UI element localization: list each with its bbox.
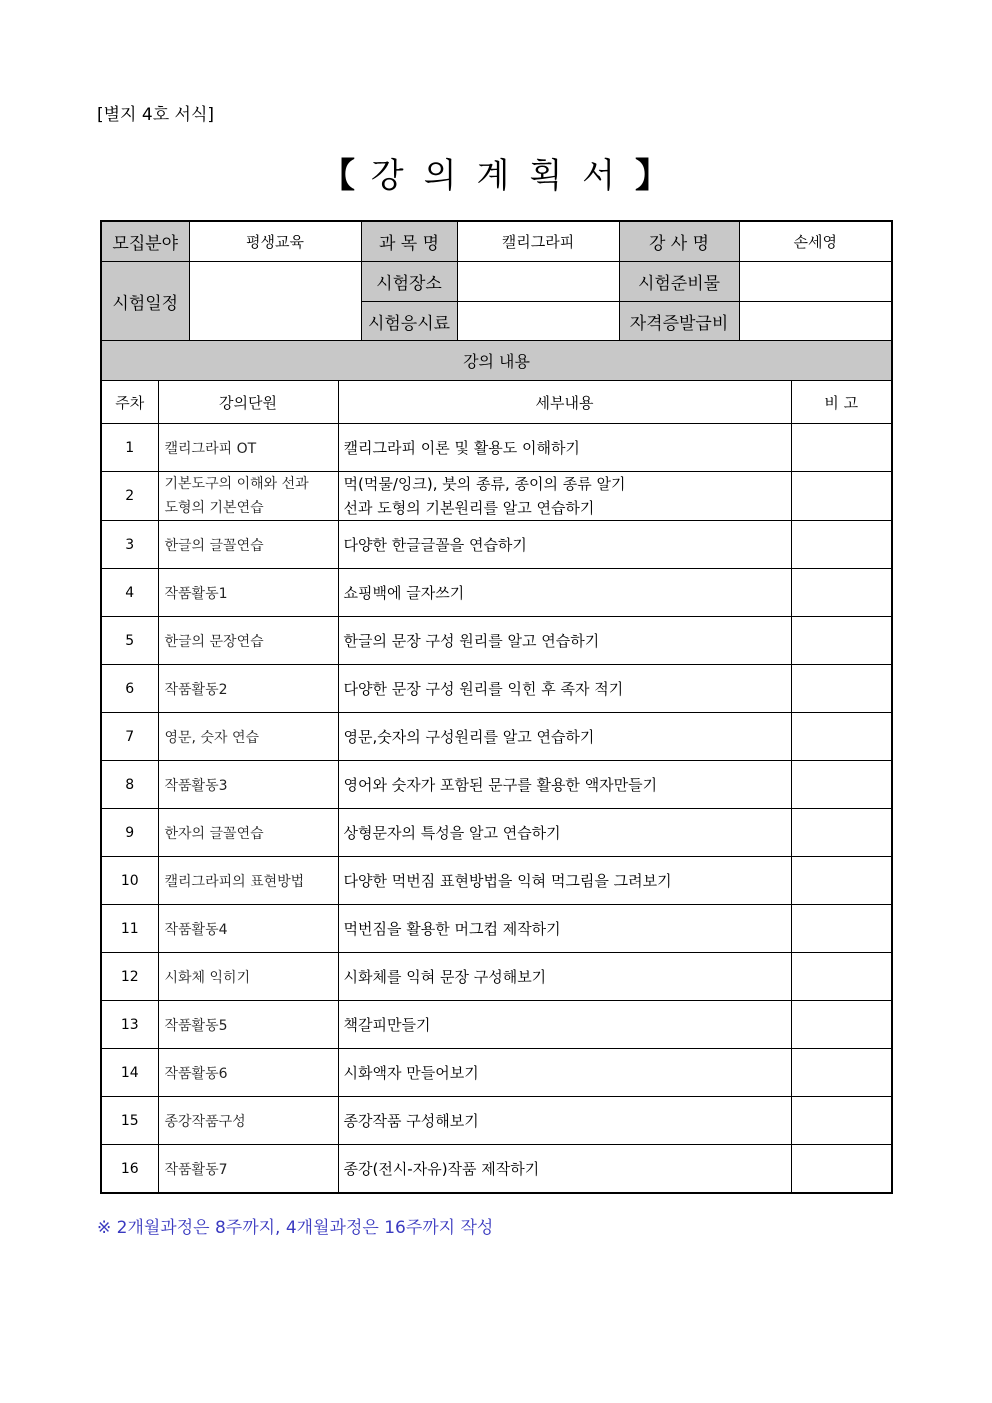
table-row xyxy=(101,1049,892,1097)
week-cell: 5 xyxy=(101,617,158,665)
note-cell[interactable] xyxy=(791,617,892,665)
unit-cell: 작품활동1 xyxy=(158,569,338,617)
week-cell: 11 xyxy=(101,905,158,953)
detail-line: 선과 도형의 기본원리를 알고 연습하기 xyxy=(343,499,595,517)
note-cell[interactable] xyxy=(791,424,892,472)
unit-cell: 한글의 문장연습 xyxy=(158,617,338,665)
unit-line: 기본도구의 이해와 선과 xyxy=(164,476,309,492)
detail-cell: 종강작품 구성해보기 xyxy=(338,1097,791,1145)
week-cell: 6 xyxy=(101,665,158,713)
note-cell[interactable] xyxy=(791,905,892,953)
table-row xyxy=(101,761,892,809)
table-row xyxy=(101,809,892,857)
instructor-label: 강 사 명 xyxy=(619,221,739,262)
week-cell: 2 xyxy=(101,472,158,521)
table-row xyxy=(101,713,892,761)
cert-fee-label: 자격증발급비 xyxy=(619,302,739,343)
table-row xyxy=(101,1001,892,1049)
table-row xyxy=(101,521,892,569)
exam-fee-label: 시험응시료 xyxy=(361,302,457,343)
unit-line: 도형의 기본연습 xyxy=(164,500,264,516)
detail-line: 먹(먹물/잉크), 붓의 종류, 종이의 종류 알기 xyxy=(343,475,626,493)
document-title xyxy=(0,148,992,197)
week-cell: 16 xyxy=(101,1145,158,1194)
unit-cell: 작품활동7 xyxy=(158,1145,338,1194)
unit-cell: 캘리그라피 OT xyxy=(158,424,338,472)
week-cell: 7 xyxy=(101,713,158,761)
course-info-table xyxy=(100,220,893,343)
week-cell: 15 xyxy=(101,1097,158,1145)
lecture-content-heading: 강의 내용 xyxy=(101,341,892,381)
week-cell: 10 xyxy=(101,857,158,905)
exam-supplies-value[interactable] xyxy=(739,262,892,302)
unit-cell xyxy=(158,472,338,521)
lecture-plan-table xyxy=(100,340,893,1194)
detail-cell: 영문,숫자의 구성원리를 알고 연습하기 xyxy=(338,713,791,761)
col-week-header: 주차 xyxy=(101,381,158,424)
note-cell[interactable] xyxy=(791,1049,892,1097)
table-row xyxy=(101,617,892,665)
week-cell: 3 xyxy=(101,521,158,569)
detail-cell: 다양한 한글글꼴을 연습하기 xyxy=(338,521,791,569)
unit-cell: 캘리그라피의 표현방법 xyxy=(158,857,338,905)
detail-cell: 시화체를 익혀 문장 구성해보기 xyxy=(338,953,791,1001)
detail-cell: 시화액자 만들어보기 xyxy=(338,1049,791,1097)
detail-cell: 다양한 먹번짐 표현방법을 익혀 먹그림을 그려보기 xyxy=(338,857,791,905)
table-row xyxy=(101,472,892,521)
unit-cell: 작품활동3 xyxy=(158,761,338,809)
title-bracket-open: 【 xyxy=(320,156,357,196)
unit-cell: 영문, 숫자 연습 xyxy=(158,713,338,761)
exam-place-label: 시험장소 xyxy=(361,262,457,302)
unit-cell: 종강작품구성 xyxy=(158,1097,338,1145)
recruit-label: 모집분야 xyxy=(101,221,189,262)
title-text: 강의계획서 xyxy=(370,156,636,196)
detail-cell: 쇼핑백에 글자쓰기 xyxy=(338,569,791,617)
note-cell[interactable] xyxy=(791,809,892,857)
week-cell: 14 xyxy=(101,1049,158,1097)
detail-cell: 캘리그라피 이론 및 활용도 이해하기 xyxy=(338,424,791,472)
unit-cell: 작품활동4 xyxy=(158,905,338,953)
week-cell: 1 xyxy=(101,424,158,472)
recruit-value: 평생교육 xyxy=(189,221,361,262)
form-number: [별지 4호 서식] xyxy=(97,105,214,125)
unit-cell: 한글의 글꼴연습 xyxy=(158,521,338,569)
table-row xyxy=(101,905,892,953)
detail-cell xyxy=(338,472,791,521)
col-note-header: 비 고 xyxy=(791,381,892,424)
detail-cell: 책갈피만들기 xyxy=(338,1001,791,1049)
note-cell[interactable] xyxy=(791,761,892,809)
week-cell: 12 xyxy=(101,953,158,1001)
week-cell: 8 xyxy=(101,761,158,809)
instructor-value: 손세영 xyxy=(739,221,892,262)
note-cell[interactable] xyxy=(791,521,892,569)
exam-fee-value[interactable] xyxy=(457,302,619,343)
table-row xyxy=(101,1145,892,1194)
detail-cell: 한글의 문장 구성 원리를 알고 연습하기 xyxy=(338,617,791,665)
note-cell[interactable] xyxy=(791,472,892,521)
exam-supplies-label: 시험준비물 xyxy=(619,262,739,302)
cert-fee-value[interactable] xyxy=(739,302,892,343)
detail-cell: 먹번짐을 활용한 머그컵 제작하기 xyxy=(338,905,791,953)
note-cell[interactable] xyxy=(791,665,892,713)
exam-schedule-label: 시험일정 xyxy=(101,262,189,343)
col-unit-header: 강의단원 xyxy=(158,381,338,424)
unit-cell: 작품활동2 xyxy=(158,665,338,713)
table-row xyxy=(101,857,892,905)
detail-cell: 종강(전시-자유)작품 제작하기 xyxy=(338,1145,791,1194)
unit-cell: 작품활동5 xyxy=(158,1001,338,1049)
col-detail-header: 세부내용 xyxy=(338,381,791,424)
note-cell[interactable] xyxy=(791,1145,892,1194)
exam-schedule-value[interactable] xyxy=(189,262,361,343)
week-cell: 9 xyxy=(101,809,158,857)
table-row xyxy=(101,1097,892,1145)
detail-cell: 상형문자의 특성을 알고 연습하기 xyxy=(338,809,791,857)
week-cell: 13 xyxy=(101,1001,158,1049)
detail-cell: 다양한 문장 구성 원리를 익힌 후 족자 적기 xyxy=(338,665,791,713)
note-cell[interactable] xyxy=(791,857,892,905)
unit-cell: 시화체 익히기 xyxy=(158,953,338,1001)
table-row xyxy=(101,665,892,713)
detail-cell: 영어와 숫자가 포함된 문구를 활용한 액자만들기 xyxy=(338,761,791,809)
title-bracket-close: 】 xyxy=(635,156,672,196)
note-cell[interactable] xyxy=(791,569,892,617)
note-cell[interactable] xyxy=(791,953,892,1001)
exam-place-value[interactable] xyxy=(457,262,619,302)
week-cell: 4 xyxy=(101,569,158,617)
note-cell[interactable] xyxy=(791,713,892,761)
note-cell[interactable] xyxy=(791,1001,892,1049)
course-label: 과 목 명 xyxy=(361,221,457,262)
table-row xyxy=(101,953,892,1001)
unit-cell: 한자의 글꼴연습 xyxy=(158,809,338,857)
footnote: ※ 2개월과정은 8주까지, 4개월과정은 16주까지 작성 xyxy=(97,1218,494,1238)
course-value: 캘리그라피 xyxy=(457,221,619,262)
note-cell[interactable] xyxy=(791,1097,892,1145)
table-row xyxy=(101,569,892,617)
unit-cell: 작품활동6 xyxy=(158,1049,338,1097)
table-row xyxy=(101,424,892,472)
